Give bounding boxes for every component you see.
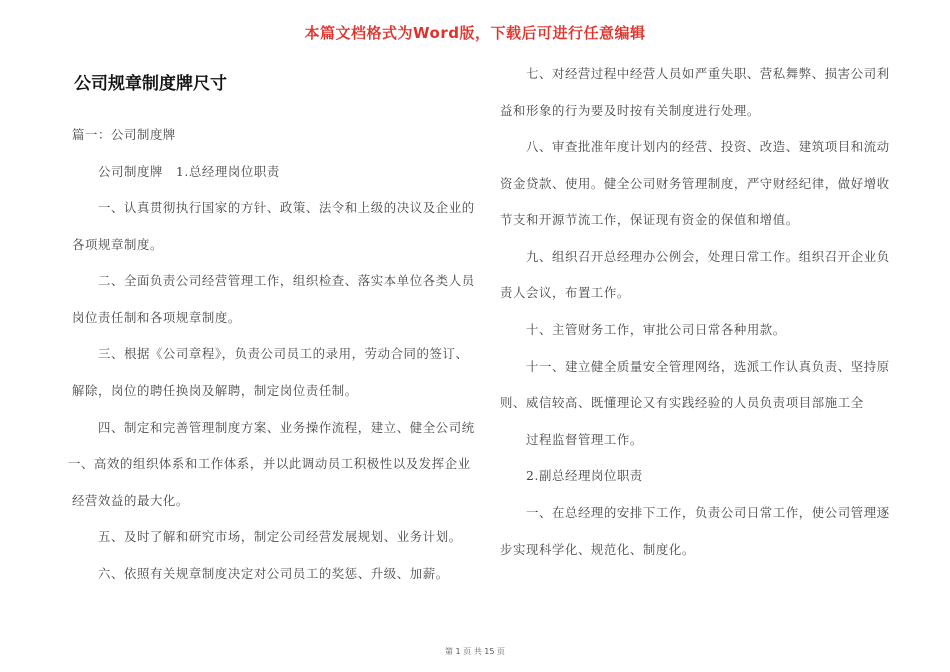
text-line: 十、主管财务工作，审批公司日常各种用款。 [500, 322, 786, 337]
text-line: 经营效益的最大化。 [72, 493, 189, 508]
text-line: 六、依照有关规章制度决定对公司员工的奖惩、升级、加薪。 [72, 566, 449, 581]
document-banner: 本篇文档格式为Word版，下载后可进行任意编辑 [304, 24, 646, 42]
text-line: 七、对经营过程中经营人员如严重失职、营私舞弊、损害公司利 [500, 66, 890, 81]
text-line: 篇一：公司制度牌 [72, 127, 176, 142]
text-line: 八、审查批准年度计划内的经营、投资、改造、建筑项目和流动 [500, 139, 890, 154]
text-line: 各项规章制度。 [72, 237, 163, 252]
text-line: 责人会议，布置工作。 [500, 285, 630, 300]
text-line: 益和形象的行为要及时按有关制度进行处理。 [500, 103, 760, 118]
text-line: 2.副总经理岗位职责 [500, 468, 643, 483]
text-line: 过程监督管理工作。 [500, 432, 643, 447]
text-line: 节支和开源节流工作，保证现有资金的保值和增值。 [500, 212, 799, 227]
text-line: 五、及时了解和研究市场，制定公司经营发展规划、业务计划。 [72, 529, 462, 544]
text-line: 公司制度牌 1.总经理岗位职责 [72, 164, 280, 179]
text-line: 三、根据《公司章程》，负责公司员工的录用，劳动合同的签订、 [72, 346, 469, 361]
text-line: 解除，岗位的聘任换岗及解聘，制定岗位责任制。 [72, 383, 358, 398]
text-line: 十一、建立健全质量安全管理网络，选派工作认真负责、坚持原 [500, 359, 890, 374]
text-line: 四、制定和完善管理制度方案、业务操作流程，建立、健全公司统 [72, 420, 475, 435]
text-line: 一、高效的组织体系和工作体系，并以此调动员工积极性以及发挥企业 [68, 456, 471, 471]
page-number: 第 1 页 共 15 页 [445, 647, 505, 656]
text-line: 一、认真贯彻执行国家的方针、政策、法令和上级的决议及企业的 [72, 200, 475, 215]
document-title: 公司规章制度牌尺寸 [74, 74, 227, 94]
text-line: 二、全面负责公司经营管理工作，组织检查、落实本单位各类人员 [72, 273, 475, 288]
text-line: 九、组织召开总经理办公例会，处理日常工作。组织召开企业负 [500, 249, 890, 264]
text-line: 岗位责任制和各项规章制度。 [72, 310, 241, 325]
text-line: 则、威信较高、既懂理论又有实践经验的人员负责项目部施工全 [500, 395, 864, 410]
text-line: 步实现科学化、规范化、制度化。 [500, 542, 695, 557]
text-line: 一、在总经理的安排下工作，负责公司日常工作，使公司管理逐 [500, 505, 890, 520]
text-line: 资金贷款、使用。健全公司财务管理制度，严守财经纪律，做好增收 [500, 176, 890, 191]
